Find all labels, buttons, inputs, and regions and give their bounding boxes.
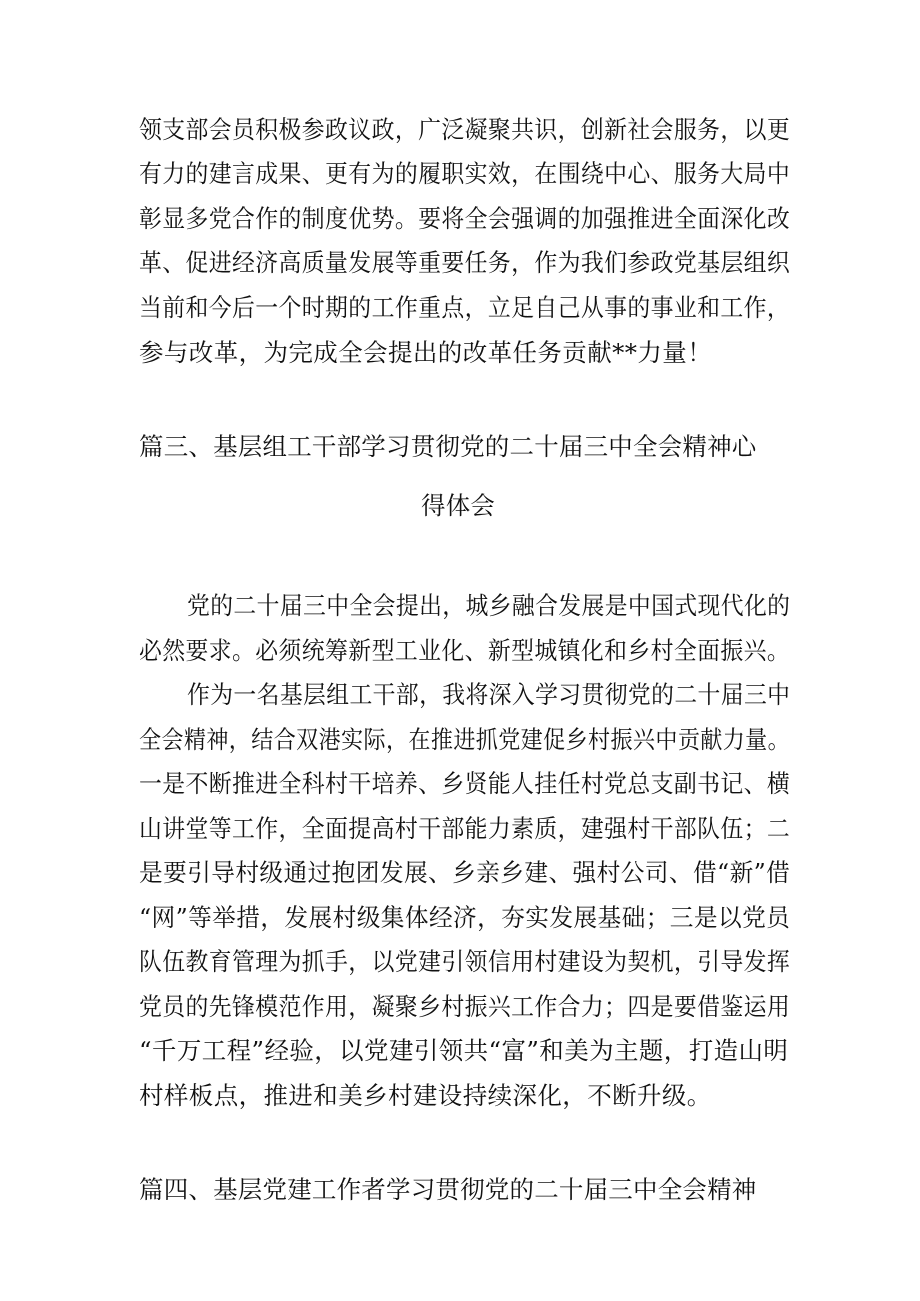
body-line: 一是不断推进全科村干培养、乡贤能人挂任村党总支副书记、横 xyxy=(139,769,791,798)
body-line: 参与改革，为完成全会提出的改革任务贡献**力量！ xyxy=(139,338,713,367)
body-line: 必然要求。必须统筹新型工业化、新型城镇化和乡村全面振兴。 xyxy=(139,636,791,665)
body-line: 领支部会员积极参政议政，广泛凝聚共识，创新社会服务，以更 xyxy=(139,115,791,144)
body-line: “千万工程”经验，以党建引领共“富”和美为主题，打造山明 xyxy=(139,1036,789,1065)
body-line: “网”等举措，发展村级集体经济，夯实发展基础；三是以党员 xyxy=(139,903,791,932)
body-line: 村样板点，推进和美乡村建设持续深化，不断升级。 xyxy=(139,1081,712,1110)
section-three-title: 篇三、基层组工干部学习贯彻党的二十届三中全会精神心 xyxy=(139,432,757,461)
body-line: 党员的先锋模范作用，凝聚乡村振兴工作合力；四是要借鉴运用 xyxy=(139,992,791,1021)
body-line: 当前和今后一个时期的工作重点，立足自己从事的事业和工作， xyxy=(139,293,791,322)
section-four-title: 篇四、基层党建工作者学习贯彻党的二十届三中全会精神 xyxy=(139,1175,757,1204)
body-line: 队伍教育管理为抓手，以党建引领信用村建设为契机，引导发挥 xyxy=(139,947,791,976)
body-line: 有力的建言成果、更有为的履职实效，在围绕中心、服务大局中 xyxy=(139,159,791,188)
body-line: 全会精神，结合双港实际，在推进抓党建促乡村振兴中贡献力量。 xyxy=(139,725,791,754)
body-line: 作为一名基层组工干部，我将深入学习贯彻党的二十届三中 xyxy=(187,680,791,709)
body-line: 党的二十届三中全会提出，城乡融合发展是中国式现代化的 xyxy=(187,591,791,620)
body-line: 革、促进经济高质量发展等重要任务，作为我们参政党基层组织 xyxy=(139,248,791,277)
section-three-title-cont: 得体会 xyxy=(421,491,496,520)
body-line: 是要引导村级通过抱团发展、乡亲乡建、强村公司、借“新”借 xyxy=(139,858,791,887)
body-line: 彰显多党合作的制度优势。要将全会强调的加强推进全面深化改 xyxy=(139,204,791,233)
body-line: 山讲堂等工作，全面提高村干部能力素质，建强村干部队伍；二 xyxy=(139,814,791,843)
